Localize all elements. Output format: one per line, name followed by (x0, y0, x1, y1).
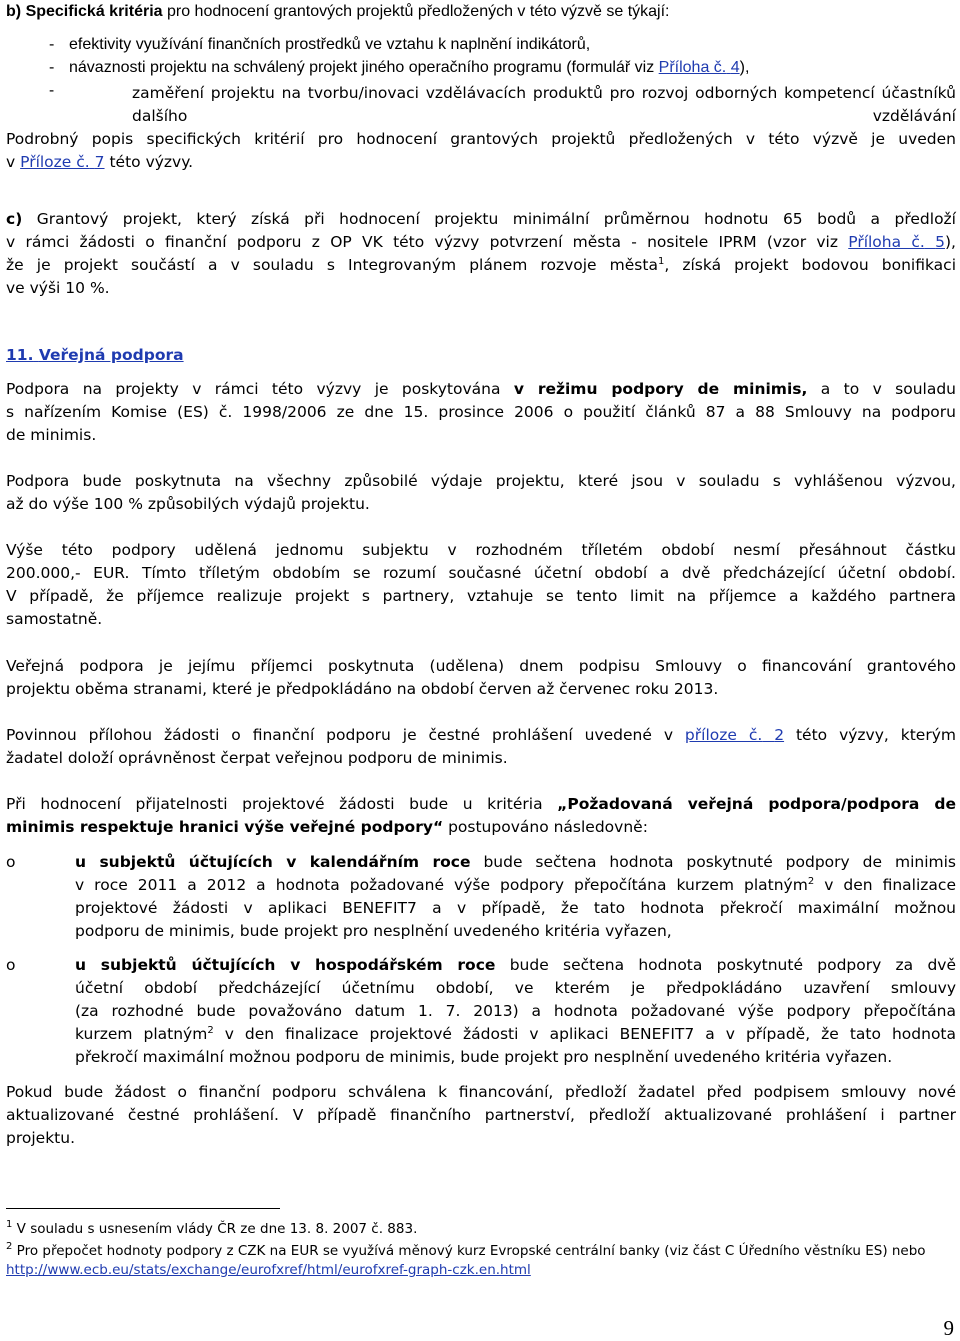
section-b-label: b) (6, 3, 22, 20)
footnote-ref-1[interactable]: 1 (657, 256, 665, 267)
list-item: o u subjektů účtujících v kalendářním roce bude sečtena hodnota poskytnuté podpory de minimis v roce 2011 a 2012 a hodnota požadované výše podpory přepočítána kurzem platným$^2$ v den finalizace projektové žádosti v aplikaci BENEFIT7 a v případě, že tato hodnota překročí maximální možnou podporu de minimis, bude projekt pro nesplnění uvedeného kritéria vyřazen, (6, 853, 956, 940)
section-c-line-1: c) Grantový projekt, který získá při hodnocení projektu minimální průměrnou hodnotu 65 bodů a předloží (6, 210, 956, 228)
heading-title: Veřejná podpora (38, 346, 184, 364)
appendix-5-link[interactable]: Příloha č. 5 (848, 233, 945, 251)
section-heading (6, 344, 184, 367)
paragraph-declaration: Povinnou přílohou žádosti o finanční podporu je čestné prohlášení uvedené v příloze č. 2 této výzvy, kterým žadatel doloží oprávněnost čerpat veřejnou podporu de minimis. (6, 726, 956, 767)
list-item-after: ), (739, 59, 750, 76)
paragraph-granting: Veřejná podpora je jejímu příjemci poskytnuta (udělena) dnem podpisu Smlouvy o financování grantového projektu oběma stranami, které je předpokládáno na období červen až červenec roku 2013. (6, 657, 956, 698)
paragraph-de-minimis: Podpora na projekty v rámci této výzvy je poskytována v režimu podpory de minimis, a to v souladu s nařízením Komise (ES) č. 1998/2006 ze dne 15. prosince 2006 o použití článků 87 a 88 Smlouvy na podporu de minimis. (6, 380, 956, 444)
ecb-link[interactable]: http://www.ecb.eu/stats/exchange/eurofxref/html/eurofxref-graph-czk.en.html (6, 1262, 531, 1278)
paragraph-eligible-costs: Podpora bude poskytnuta na všechny způsobilé výdaje projektu, které jsou v souladu s vyhlášenou výzvou, až do výše 100 % způsobilých výdajů projektu. (6, 472, 956, 513)
list-item-text: zaměření projektu na tvorbu/inovaci vzdělávacích produktů pro rozvoj odborných kompetencí účastníků dalšího vzdělávání (132, 84, 956, 125)
list-item: o u subjektů účtujících v hospodářském roce bude sečtena hodnota poskytnuté podpory za dvě účetní období předcházející účetnímu období, ve kterém je předpokládáno uzavření smlouvy (za rozhodné bude považováno datum 1. 7. 2013) a hodnota požadované výše podpory přepočítána kurzem platným$^2$ v den finalizace projektové žádosti v aplikaci BENEFIT7 a v případě, že tato hodnota překročí maximální možnou podporu de minimis, bude projekt pro nesplnění uvedeného kritéria vyřazen. (6, 956, 957, 1066)
circle-bullet-icon: o (6, 956, 16, 974)
list-item-text: efektivity využívání finančních prostředků ve vztahu k naplnění indikátorů, (69, 36, 591, 53)
section-c-line-4: ve výši 10 %. (6, 279, 110, 297)
circle-bullet-icon: o (6, 853, 16, 871)
section-b-intro (6, 0, 946, 23)
footnotes (6, 1220, 956, 1280)
section-c (6, 208, 956, 300)
de-minimis-bold: v režimu podpory de minimis, (513, 380, 808, 398)
list-item-text: návaznosti projektu na schválený projekt jiného operačního programu (formulář viz (69, 59, 655, 76)
footnote-ref-2[interactable]: 2 (207, 1025, 214, 1036)
dash-marker: - (49, 36, 55, 53)
paragraph-limit: Výše této podpory udělená jednomu subjektu v rozhodném tříletém období nesmí přesáhnout částku 200.000,- EUR. Tímto tříletým obdobím se rozumí současné účetní období a dvě předcházející účetní období. V případě, že příjemce realizuje projekt s partnery, vztahuje se tento limit na příjemce a každého partnera samostatně. (6, 541, 956, 628)
detail-line-1: Podrobný popis specifických kritérií pro hodnocení grantových projektů předložených v této výzvě je uveden (6, 130, 956, 148)
section-c-label: c) (6, 210, 23, 228)
appendix-7-link[interactable]: Příloze č. 7 (20, 153, 105, 171)
page-number: 9 (943, 1316, 954, 1340)
footnote-2: $^2$ Pro přepočet hodnoty podpory z CZK na EUR se využívá měnový kurz Evropské centrální banky (viz část C Úředního věstníku ES) nebo (6, 1241, 926, 1259)
footnote-ref-2[interactable]: 2 (807, 876, 815, 887)
list-item (6, 82, 956, 128)
appendix-2-link[interactable]: příloze č. 2 (684, 726, 785, 744)
section-b-detail (6, 128, 956, 174)
detail-line-2: v Příloze č. 7 této výzvy. (6, 153, 194, 171)
footnote-1: $^1$ V souladu s usnesením vlády ČR ze dne 13. 8. 2007 č. 883. (6, 1219, 418, 1237)
appendix-4-link[interactable]: Příloha č. 4 (658, 59, 740, 76)
dash-marker: - (49, 59, 55, 76)
paragraph-criterion: Při hodnocení přijatelnosti projektové žádosti bude u kritéria „Požadovaná veřejná podpora/podpora de minimis respektuje hranici výše veřejné podpory“ postupováno následovně: (6, 795, 956, 836)
section-c-line-2: v rámci žádosti o finanční podporu z OP VK této výzvy potvrzení města - nositele IPRM (vzor viz Příloha č. 5), (6, 233, 956, 251)
paragraph-closing: Pokud bude žádost o finanční podporu schválena k financování, předloží žadatel před podpisem smlouvy nové aktualizované čestné prohlášení. V případě finančního partnerství, předloží aktualizované prohlášení i partner projektu. (6, 1083, 956, 1147)
section-c-line-3: že je projekt součástí a v souladu s Integrovaným plánem rozvoje města$^1$, získá projekt bodovou bonifikaci (6, 256, 956, 274)
heading-number: 11. (6, 346, 34, 364)
section-b-title: Specifická kritéria (25, 3, 163, 20)
list-item (6, 36, 949, 54)
footnote-separator (6, 1208, 280, 1209)
list-item (6, 59, 949, 77)
dash-marker: - (49, 82, 55, 99)
section-b-intro-text: pro hodnocení grantových projektů předložených v této výzvě se týkají: (166, 3, 670, 20)
